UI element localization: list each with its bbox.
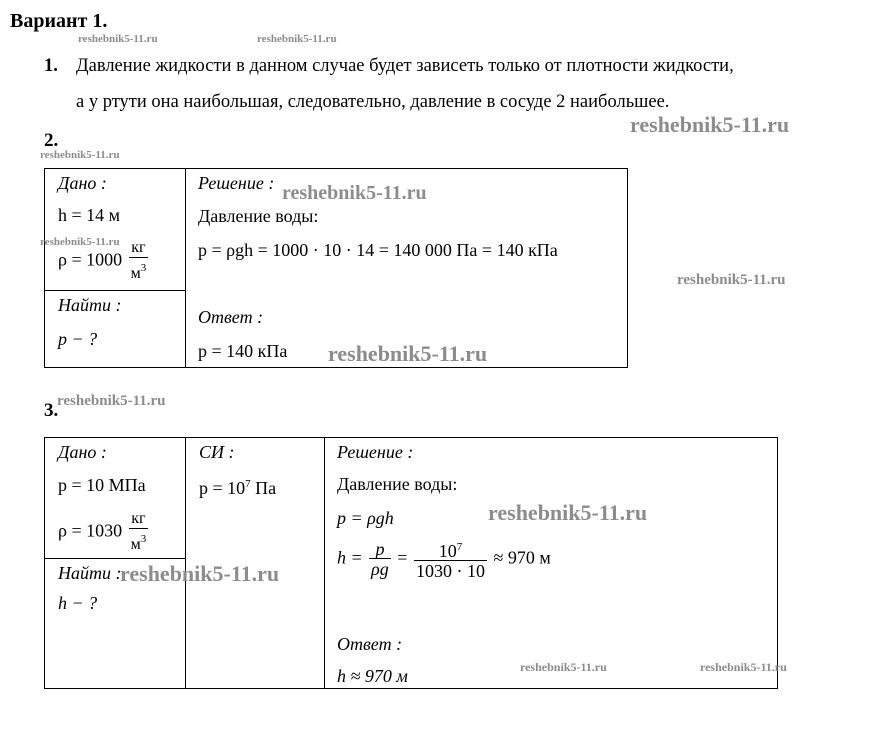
task3-find-label: Найти : bbox=[58, 563, 122, 583]
task2-solution-line1: Давление воды: bbox=[198, 206, 319, 226]
task2-find-label: Найти : bbox=[58, 295, 122, 315]
task3-number: 3. bbox=[44, 400, 59, 421]
task3-given-p: p = 10 МПа bbox=[58, 475, 146, 495]
watermark: reshebnik5-11.ru bbox=[57, 393, 166, 409]
task3-solution-formula2: h = $\frac{p}{\rho g}$ = $\frac{10^7}{1030 \cdot 10}$ ≈ 970 м bbox=[337, 539, 551, 581]
frac1-num: p bbox=[369, 540, 391, 559]
task3-given-label: Дано : bbox=[58, 442, 107, 462]
task1-line1: Давление жидкости в данном случае будет зависеть только от плотности жидкости, bbox=[76, 56, 734, 76]
watermark: reshebnik5-11.ru bbox=[488, 500, 648, 525]
task3-solution-label: Решение : bbox=[337, 442, 414, 462]
unit-den: $м^3$ bbox=[130, 533, 147, 553]
task3-find-value: h − ? bbox=[58, 593, 98, 613]
watermark: reshebnik5-11.ru bbox=[257, 33, 337, 45]
task2-find-cell bbox=[45, 291, 186, 368]
watermark: reshebnik5-11.ru bbox=[40, 236, 120, 248]
unit-num: кг bbox=[129, 510, 149, 529]
page-title: Вариант 1. bbox=[10, 10, 108, 32]
task1-number: 1. bbox=[44, 56, 58, 76]
task2-given-h: h = 14 м bbox=[58, 205, 121, 225]
watermark: reshebnik5-11.ru bbox=[40, 149, 120, 161]
frac2-den: 1030 · 10 bbox=[415, 561, 485, 581]
task2-number: 2. bbox=[44, 130, 59, 151]
task2-given-rho: ρ = 1000 $\frac{кг}{м^3}$ bbox=[58, 239, 147, 282]
task2-solution-formula: p = ρgh = 1000 · 10 · 14 = 140 000 Па = 140 кПа bbox=[198, 240, 558, 260]
task3-solution-line1: Давление воды: bbox=[337, 474, 458, 494]
task3-si-value: $p = 10^7$ Па bbox=[199, 478, 277, 498]
watermark: reshebnik5-11.ru bbox=[630, 112, 790, 137]
watermark: reshebnik5-11.ru bbox=[78, 33, 158, 45]
frac2-num: $10^7$ bbox=[414, 538, 487, 561]
task2-given-label: Дано : bbox=[58, 173, 107, 193]
unit-num: кг bbox=[129, 239, 149, 258]
task2-answer-value: p = 140 кПа bbox=[198, 341, 288, 361]
task2-given-cell bbox=[45, 169, 186, 291]
task3-solution-cell bbox=[325, 438, 778, 689]
unit-den: $м^3$ bbox=[130, 262, 147, 282]
watermark: reshebnik5-11.ru bbox=[282, 182, 427, 204]
task2-find-value: p − ? bbox=[58, 329, 98, 349]
task3-si-label: СИ : bbox=[199, 442, 235, 462]
watermark: reshebnik5-11.ru bbox=[700, 660, 787, 674]
task2-solution-label: Решение : bbox=[198, 173, 275, 193]
task3-given-rho: ρ = 1030 $\frac{кг}{м^3}$ bbox=[58, 510, 147, 553]
task3-answer-value: h ≈ 970 м bbox=[337, 666, 408, 686]
task3-solution-formula1: p = ρgh bbox=[337, 508, 394, 528]
task3-given-cell bbox=[45, 438, 186, 559]
task1-line2: а у ртути она наибольшая, следовательно, давление в сосуде 2 наибольшее. bbox=[76, 92, 670, 112]
watermark: reshebnik5-11.ru bbox=[328, 341, 488, 366]
task2-answer-label: Ответ : bbox=[198, 307, 264, 327]
watermark: reshebnik5-11.ru bbox=[120, 561, 280, 586]
watermark: reshebnik5-11.ru bbox=[677, 272, 786, 288]
frac1-den: ρg bbox=[371, 559, 389, 579]
task3-answer-label: Ответ : bbox=[337, 634, 403, 654]
watermark: reshebnik5-11.ru bbox=[520, 660, 607, 674]
